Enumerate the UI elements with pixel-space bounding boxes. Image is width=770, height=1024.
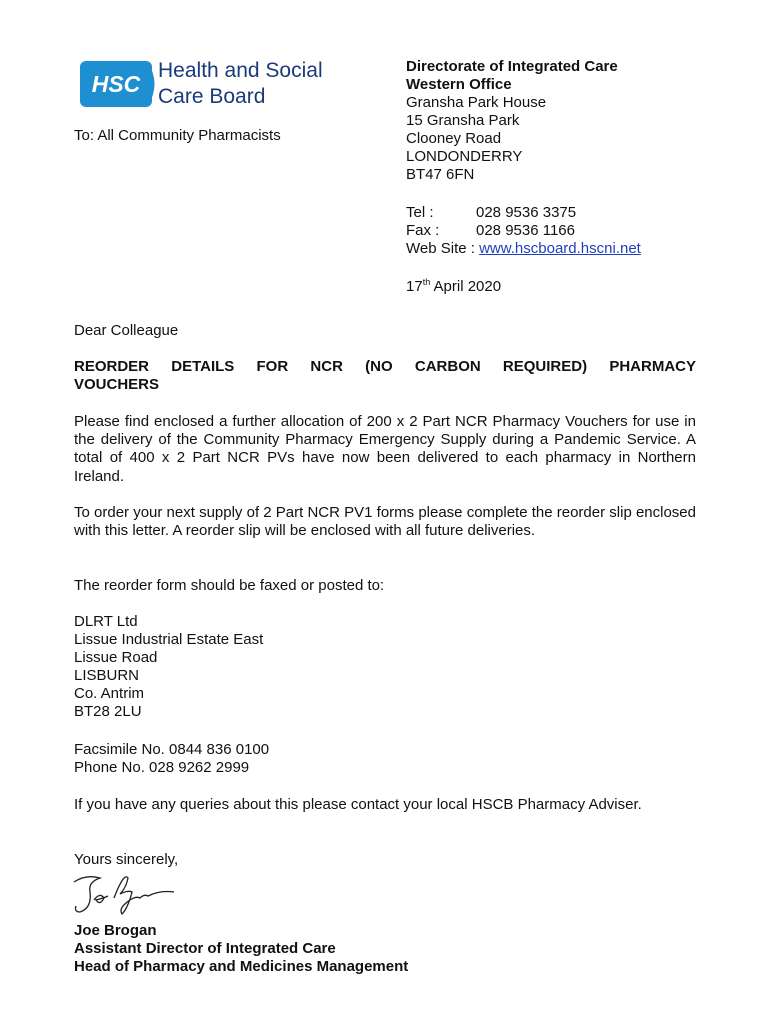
closing: Yours sincerely,	[74, 851, 179, 868]
signatory-role: Head of Pharmacy and Medicines Management	[74, 958, 409, 975]
sender-address-line: Gransha Park House	[406, 94, 547, 111]
logo-title-line2: Care Board	[158, 85, 266, 108]
sender-contact	[406, 204, 641, 258]
signatory-title: Assistant Director of Integrated Care	[74, 940, 336, 957]
facsimile-number: Facsimile No. 0844 836 0100	[74, 741, 270, 758]
letter-heading-line1: REORDER DETAILS FOR NCR (NO CARBON REQUIRED) PHARMACY	[74, 358, 696, 375]
sender-address-line: LONDONDERRY	[406, 148, 523, 165]
sender-address-line: 15 Gransha Park	[406, 112, 520, 129]
address-line: Lissue Industrial Estate East	[74, 631, 264, 648]
address-line: BT28 2LU	[74, 703, 142, 720]
logo-title-line1: Health and Social	[158, 59, 323, 82]
date-suffix: th	[422, 277, 431, 287]
address-line: Lissue Road	[74, 649, 158, 666]
fax-row	[406, 222, 641, 240]
signatory-block	[74, 922, 408, 976]
paragraph-allocation: Please find enclosed a further allocation of 200 x 2 Part NCR Pharmacy Vouchers for use in the delivery of the Community Pharmacy Emergency Supply during a Pandemic Service. A total of 400 x 2 Part NCR PVs have now been delivered to each pharmacy in Northern Ireland.	[74, 413, 696, 485]
address-line: LISBURN	[74, 667, 140, 684]
phone-number: Phone No. 028 9262 2999	[74, 759, 250, 776]
tel-label: Tel :	[406, 204, 434, 221]
salutation: Dear Colleague	[74, 322, 179, 339]
paragraph-queries: If you have any queries about this please contact your local HSCB Pharmacy Adviser.	[74, 796, 642, 813]
web-row	[406, 240, 641, 258]
sender-address-line: Clooney Road	[406, 130, 502, 147]
paragraph-send-to: The reorder form should be faxed or posted to:	[74, 577, 385, 594]
tel-number: 028 9536 3375	[476, 204, 577, 221]
letter-heading-line2: VOUCHERS	[74, 376, 160, 393]
delivery-address	[74, 613, 263, 721]
sender-postcode: BT47 6FN	[406, 166, 475, 183]
recipient-line: To: All Community Pharmacists	[74, 127, 281, 144]
letter-date	[406, 278, 501, 296]
contact-numbers	[74, 741, 269, 777]
fax-label: Fax :	[406, 222, 440, 239]
hsc-logo	[80, 58, 340, 110]
logo-arcs-icon	[138, 58, 158, 110]
signature-icon	[70, 868, 180, 920]
sender-address	[406, 58, 618, 184]
paragraph-reorder: To order your next supply of 2 Part NCR PV1 forms please complete the reorder slip enclosed with this letter. A reorder slip will be enclosed with all future deliveries.	[74, 504, 696, 540]
address-line: DLRT Ltd	[74, 613, 138, 630]
address-line: Co. Antrim	[74, 685, 145, 702]
sender-office: Western Office	[406, 76, 512, 93]
date-rest: April 2020	[430, 278, 502, 295]
website-link[interactable]: www.hscboard.hscni.net	[479, 240, 641, 257]
web-label: Web Site :	[406, 240, 480, 257]
fax-number: 028 9536 1166	[476, 222, 575, 239]
sender-directorate: Directorate of Integrated Care	[406, 58, 618, 75]
tel-row	[406, 204, 641, 222]
hsc-logo-abbr: HSC	[91, 71, 141, 97]
signatory-name: Joe Brogan	[74, 922, 157, 939]
date-day: 17	[406, 278, 423, 295]
